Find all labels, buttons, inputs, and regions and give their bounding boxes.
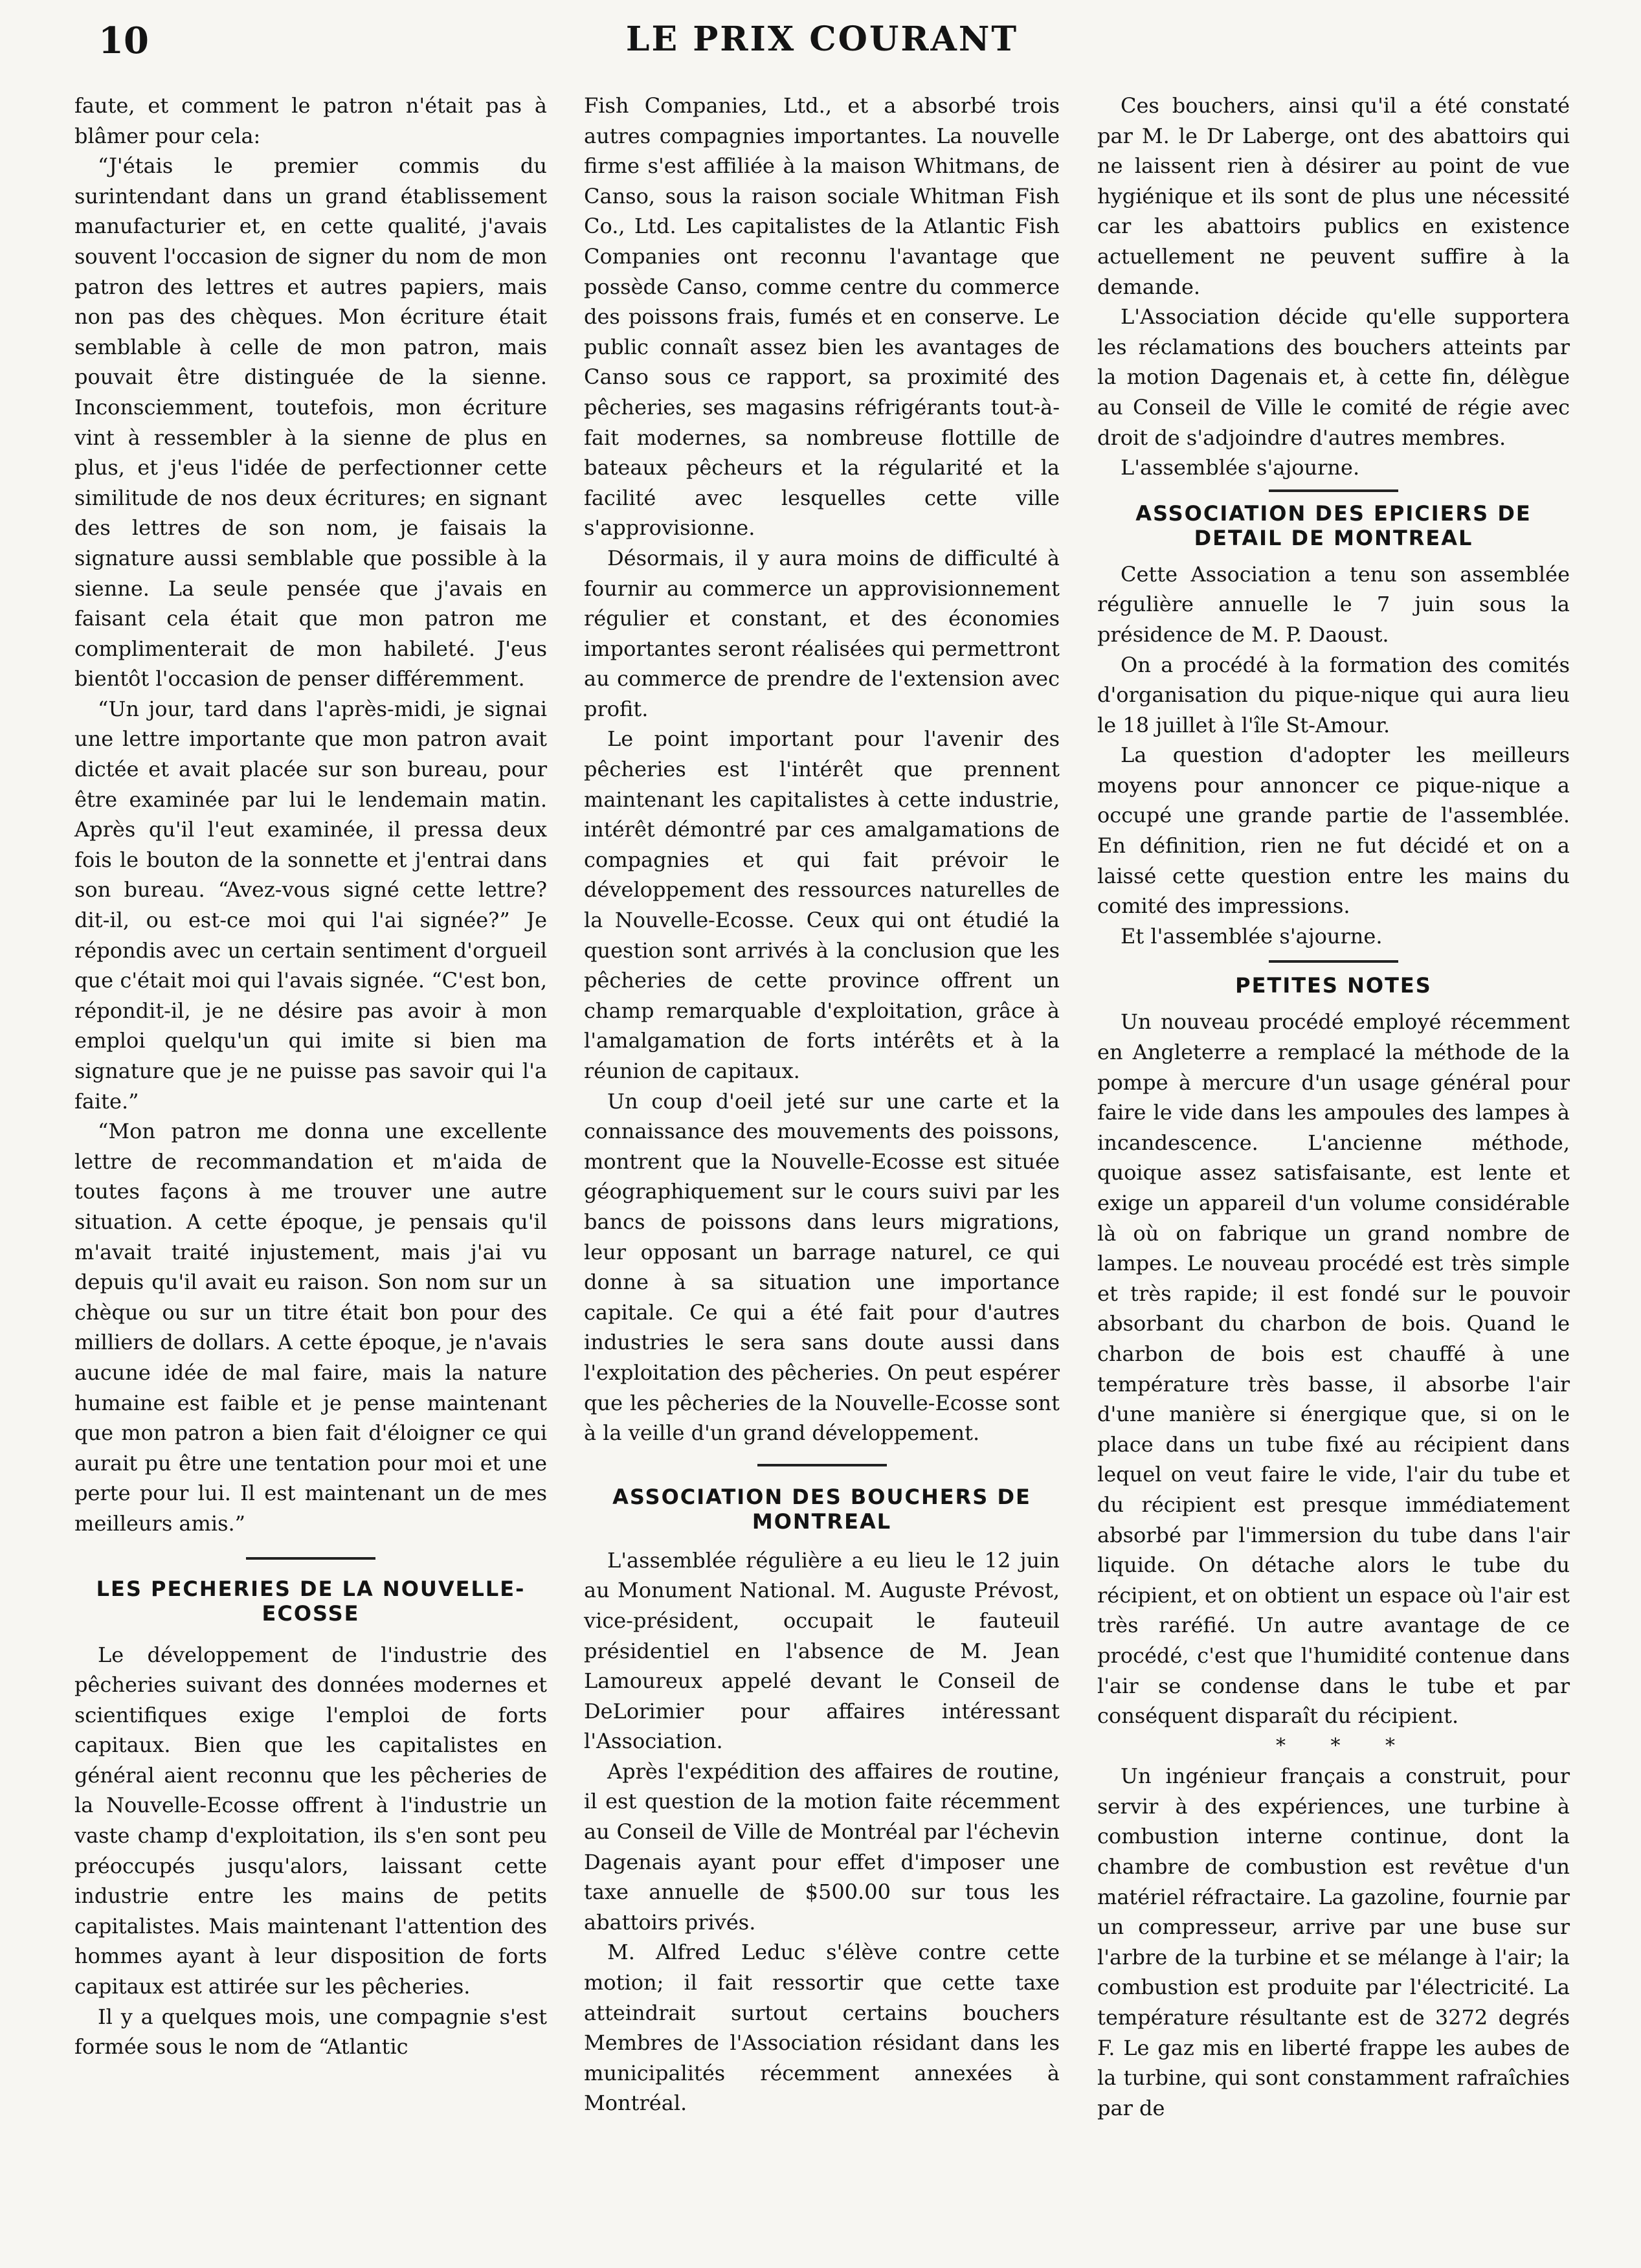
- publication-title: LE PRIX COURANT: [625, 19, 1019, 59]
- section-title-petites-notes: PETITES NOTES: [1235, 973, 1432, 998]
- paragraph: Le point important pour l'avenir des pêcheries est l'intérêt que prennent maintenant les capitalistes à cette industrie, intérêt démontré par ces amalgamations de compagnies et qui fait prévoir le développement des ressources naturelles de la Nouvelle-Ecosse. Ceux qui ont étudié la question sont arrivés à la conclusion que les pêcheries de cette province offrent un champ remarquable d'exploitation, grâce à l'amalgamation de forts intérêts et à la réunion de capitaux.: [584, 726, 1060, 1083]
- paragraph: Désormais, il y aura moins de difficulté à fournir au commerce un approvisionnement régulier et constant, et des économies importantes seront réalisées qui permettront au commerce de prendre de l'extension avec profit.: [584, 545, 1060, 721]
- page-number: 10: [98, 19, 149, 62]
- paragraph: Un ingénieur français a construit, pour servir à des expériences, une turbine à combustion interne continue, dont la chambre de combustion est revêtue d'un matériel réfractaire. La gazoline, fournie par un compresseur, arrive par une buse sur l'arbre de la turbine et se mélange à l'air; la combustion est produite par l'électricité. La température résultante est de 3272 degrés F. Le gaz mis en liberté frappe les aubes de la turbine, qui sont constamment rafraîchies par de: [1097, 1764, 1570, 2120]
- paragraph: Un coup d'oeil jeté sur une carte et la connaissance des mouvements des poissons, montrent que la Nouvelle-Ecosse est située géographiquement sur le cours suivi par les bancs de poissons dans leurs migrations, leur opposant un barrage naturel, ce qui donne à sa situation une importance capitale. Ce qui a été fait pour d'autres industries le sera sans doute aussi dans l'exploitation des pêcheries. On peut espérer que les pêcheries de la Nouvelle-Ecosse sont à la veille d'un grand développement.: [584, 1088, 1060, 1446]
- paragraph: Fish Companies, Ltd., et a absorbé trois autres compagnies importantes. La nouvelle firme s'est affiliée à la maison Whitmans, de Canso, sous la raison sociale Whitman Fish Co., Ltd. Les capitalistes de la Atlantic Fish Companies ont reconnu l'avantage que possède Canso, comme centre du commerce des poissons frais, fumés et en conserve. Le public connaît assez bien les avantages de Canso sous ce rapport, sa proximité des pêcheries, ses magasins réfrigérants tout-à-fait modernes, sa nombreuse flottille de bateaux pêcheurs et la régularité et la facilité avec lesquelles cette ville s'approvisionne.: [584, 93, 1060, 541]
- paragraph: “J'étais le premier commis du surintendant dans un grand établissement manufacturier et, en cette qualité, j'avais souvent l'occasion de signer du nom de mon patron des lettres et autres papiers, mais non pas des chèques. Mon écriture était semblable à celle de mon patron, mais pouvait être distinguée de la sienne. Inconsciemment, toutefois, mon écriture vint à ressembler à la sienne de plus en plus, et j'eus l'idée de perfectionner cette similitude de nos deux écritures; en signant des lettres de son nom, je faisais la signature aussi semblable que possible à la sienne. La seule pensée que j'avais en faisant cela était que mon patron me complimenterait de mon habileté. J'eus bientôt l'occasion de penser différemment.: [74, 153, 547, 691]
- separator-stars: * * *: [1275, 1734, 1415, 1757]
- paragraph: L'Association décide qu'elle supportera les réclamations des bouchers atteints par la motion Dagenais et, à cette fin, délègue au Conseil de Ville le comité de régie avec droit de s'adjoindre d'autres membres.: [1097, 304, 1570, 450]
- page-header: [65, 19, 1580, 65]
- paragraph: On a procédé à la formation des comités d'organisation du pique-nique qui aura lieu le 18 juillet à l'île St-Amour.: [1097, 652, 1570, 737]
- column-3: [1097, 91, 1570, 2123]
- paragraph: faute, et comment le patron n'était pas à blâmer pour cela:: [74, 93, 547, 148]
- paragraph: L'assemblée régulière a eu lieu le 12 juin au Monument National. M. Auguste Prévost, vice-président, occupait le fauteuil présidentiel en l'absence de M. Jean Lamoureux appelé devant le Conseil de DeLorimier pour affaires intéressant l'Association.: [584, 1547, 1060, 1754]
- column-1: [74, 91, 547, 2062]
- paragraph: Un nouveau procédé employé récemment en Angleterre a remplacé la méthode de la pompe à mercure d'un usage général pour faire le vide dans les ampoules des lampes à incandescence. L'ancienne méthode, quoique assez satisfaisante, est lente et exige un appareil d'un volume considérable là où on fabrique un grand nombre de lampes. Le nouveau procédé est très simple et très rapide; il est fondé sur le pouvoir absorbant du charbon de bois. Quand le charbon de bois est chauffé à une température très basse, il absorbe l'air d'une manière si énergique que, si on le place dans un tube fixé au récipient dans lequel on veut faire le vide, l'air du tube et du récipient est presque immédiatement absorbé par l'immersion du tube dans l'air liquide. On détache alors le tube du récipient, et on obtient un espace où l'air est très raréfié. Un autre avantage de ce procédé, c'est que l'humidité contenue dans l'air se condense dans le tube et par conséquent disparaît du récipient.: [1097, 1009, 1570, 1729]
- paragraph: Il y a quelques mois, une compagnie s'est formée sous le nom de “Atlantic: [74, 2004, 547, 2060]
- section-title-bouchers: ASSOCIATION DES BOUCHERS DE MONTREAL: [612, 1484, 1031, 1534]
- paragraph: L'assemblée s'ajourne.: [1121, 455, 1360, 480]
- column-2: [584, 91, 1060, 2118]
- paragraph: “Un jour, tard dans l'après-midi, je signai une lettre importante que mon patron avait dictée et avait placée sur son bureau, pour être examinée par lui le lendemain matin. Après qu'il l'eut examinée, il pressa deux fois le bouton de la sonnette et j'entrai dans son bureau. “Avez-vous signé cette lettre? dit-il, ou est-ce moi qui l'ai signée?” Je répondis avec un certain sentiment d'orgueil que c'était moi qui l'avais signée. “C'est bon, répondit-il, je ne désire pas avoir à mon emploi quelqu'un qui imite si bien ma signature que je ne puisse pas savoir qui l'a faite.”: [74, 696, 547, 1114]
- paragraph: La question d'adopter les meilleurs moyens pour annoncer ce pique-nique a occupé une grande partie de l'assemblée. En définition, rien ne fut décidé et on a laissé cette question entre les mains du comité des impressions.: [1097, 743, 1570, 919]
- section-title-epiciers: ASSOCIATION DES EPICIERS DE DETAIL DE MONTREAL: [1135, 500, 1532, 550]
- paragraph: Ces bouchers, ainsi qu'il a été constaté par M. le Dr Laberge, ont des abattoirs qui ne laissent rien à désirer au point de vue hygiénique et ils sont de plus une nécessité car les abattoirs publics en existence actuellement ne peuvent suffire à la demande.: [1097, 93, 1570, 299]
- paragraph: “Mon patron me donna une excellente lettre de recommandation et m'aida de toutes façons à me trouver une autre situation. A cette époque, je pensais qu'il m'avait traité injustement, mais j'ai vu depuis qu'il avait eu raison. Son nom sur un chèque ou sur un titre était bon pour des milliers de dollars. A cette époque, je n'avais aucune idée de mal faire, mais la nature humaine est faible et je pense maintenant que mon patron a bien fait d'éloigner ce qui aurait pu être une tentation pour moi et une perte pour lui. Il est maintenant un de mes meilleurs amis.”: [74, 1119, 547, 1536]
- paragraph: M. Alfred Leduc s'élève contre cette motion; il fait ressortir que cette taxe atteindrait surtout certains bouchers Membres de l'Association résidant dans les municipalités récemment annexées à Montréal.: [584, 1940, 1060, 2116]
- paragraph: Et l'assemblée s'ajourne.: [1121, 923, 1383, 949]
- paragraph: Le développement de l'industrie des pêcheries suivant des données modernes et scientifiques exige l'emploi de forts capitaux. Bien que les capitalistes en général aient reconnu que les pêcheries de la Nouvelle-Ecosse offrent à l'industrie un vaste champ d'exploitation, ils s'en sont peu préoccupés jusqu'alors, laissant cette industrie entre les mains de petits capitalistes. Mais maintenant l'attention des hommes ayant à leur disposition de forts capitaux est attirée sur les pêcheries.: [74, 1642, 547, 1999]
- paragraph: Après l'expédition des affaires de routine, il est question de la motion faite récemment au Conseil de Ville de Montréal par l'échevin Dagenais ayant pour effet d'imposer une taxe annuelle de $500.00 sur tous les abattoirs privés.: [584, 1758, 1060, 1935]
- paragraph: Cette Association a tenu son assemblée régulière annuelle le 7 juin sous la présidence de M. P. Daoust.: [1097, 561, 1570, 647]
- section-title-pecheries: LES PECHERIES DE LA NOUVELLE-ECOSSE: [96, 1576, 526, 1626]
